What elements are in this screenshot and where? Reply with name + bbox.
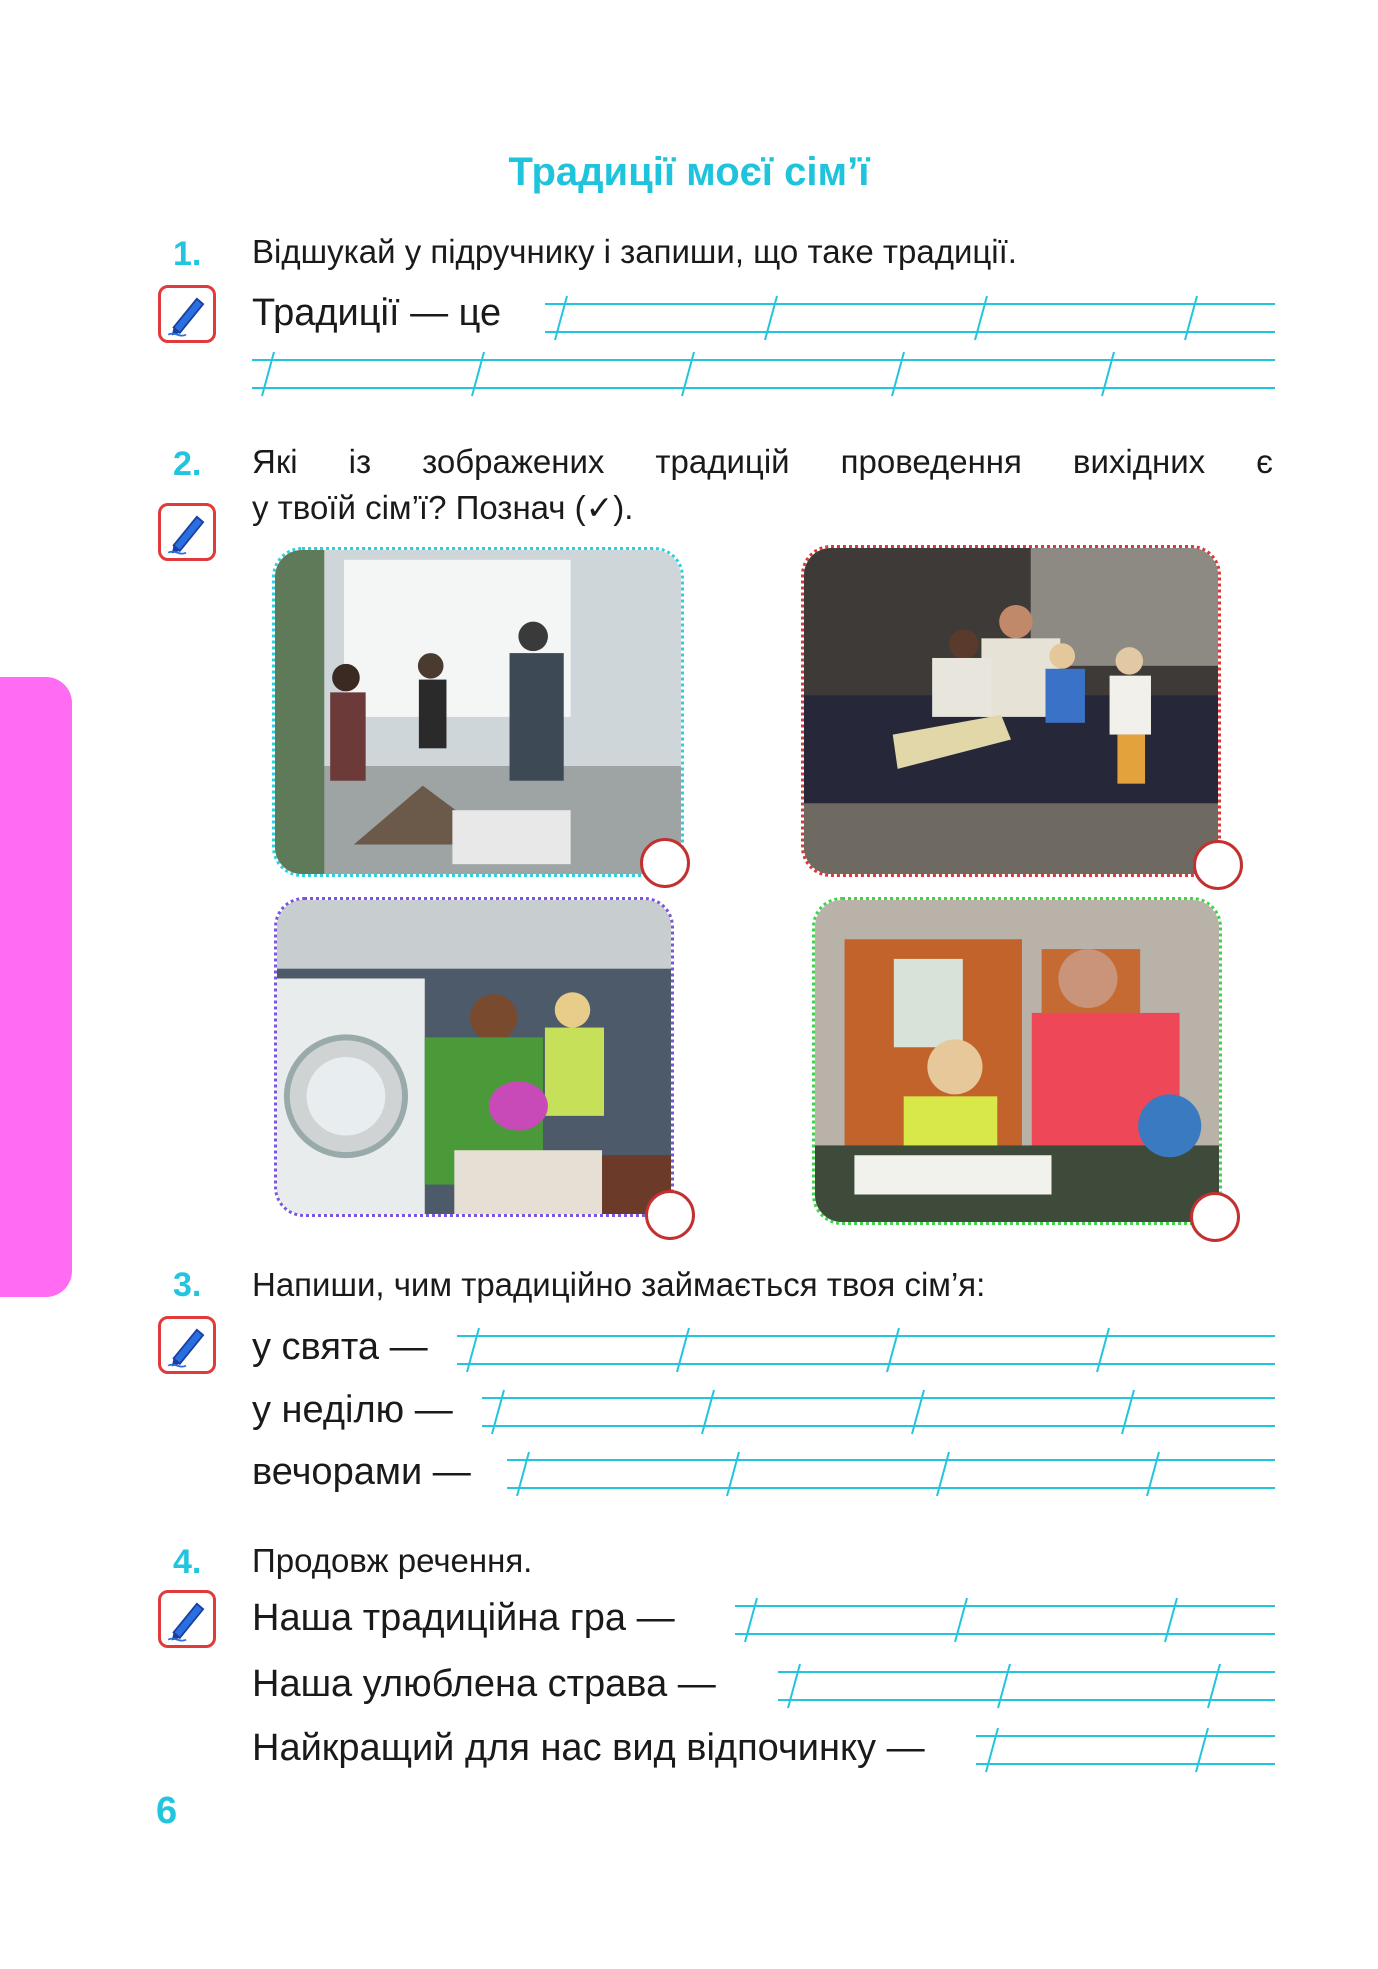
- writing-line[interactable]: [482, 1390, 1275, 1434]
- photo-laundry: [274, 897, 674, 1217]
- writing-line[interactable]: [457, 1328, 1275, 1372]
- task-1-number: 1.: [173, 235, 202, 273]
- task-3-field-sunday: у неділю —: [252, 1389, 453, 1431]
- page-title: Традиції моєї сім’ї: [508, 150, 870, 194]
- page-number: 6: [156, 1790, 178, 1832]
- task-2-prompt-line1: Які із зображених традицій проведення вихідних є: [252, 443, 1273, 480]
- task-4-field-rest: Найкращий для нас вид відпочинку —: [252, 1727, 925, 1769]
- task-4-prompt: Продовж речення.: [252, 1542, 533, 1579]
- circle-checkbox[interactable]: [640, 838, 690, 888]
- task-3-field-evenings: вечорами —: [252, 1451, 471, 1493]
- task-3-field-holidays: у свята —: [252, 1326, 428, 1368]
- writing-line[interactable]: [507, 1452, 1275, 1496]
- task-4-field-game: Наша традиційна гра —: [252, 1597, 675, 1639]
- pen-icon: [158, 503, 216, 561]
- task-3-number: 3.: [173, 1266, 202, 1304]
- writing-line[interactable]: [976, 1728, 1275, 1772]
- photo-homework: [812, 897, 1222, 1225]
- task-4-number: 4.: [173, 1543, 202, 1581]
- pen-icon: [158, 1590, 216, 1648]
- writing-line[interactable]: [778, 1664, 1275, 1708]
- photo-family-reading: [801, 545, 1221, 877]
- circle-checkbox[interactable]: [1190, 1192, 1240, 1242]
- writing-line[interactable]: [735, 1598, 1275, 1642]
- writing-line[interactable]: [252, 352, 1275, 396]
- task-2-prompt-line2: у твоїй сім’ї? Познач (✓).: [252, 489, 634, 526]
- circle-checkbox[interactable]: [645, 1190, 695, 1240]
- pen-icon: [158, 285, 216, 343]
- pen-icon: [158, 1316, 216, 1374]
- task-3-prompt: Напиши, чим традиційно займається твоя сім’я:: [252, 1266, 986, 1303]
- task-1-prompt: Відшукай у підручнику і запиши, що таке традиції.: [252, 233, 1017, 270]
- task-2-number: 2.: [173, 445, 202, 483]
- photo-family-cleaning: [272, 547, 684, 877]
- task-4-field-dish: Наша улюблена страва —: [252, 1663, 716, 1705]
- side-tab: [0, 677, 72, 1297]
- writing-line[interactable]: [545, 296, 1275, 340]
- circle-checkbox[interactable]: [1193, 840, 1243, 890]
- task-1-lead: Традиції — це: [252, 292, 502, 334]
